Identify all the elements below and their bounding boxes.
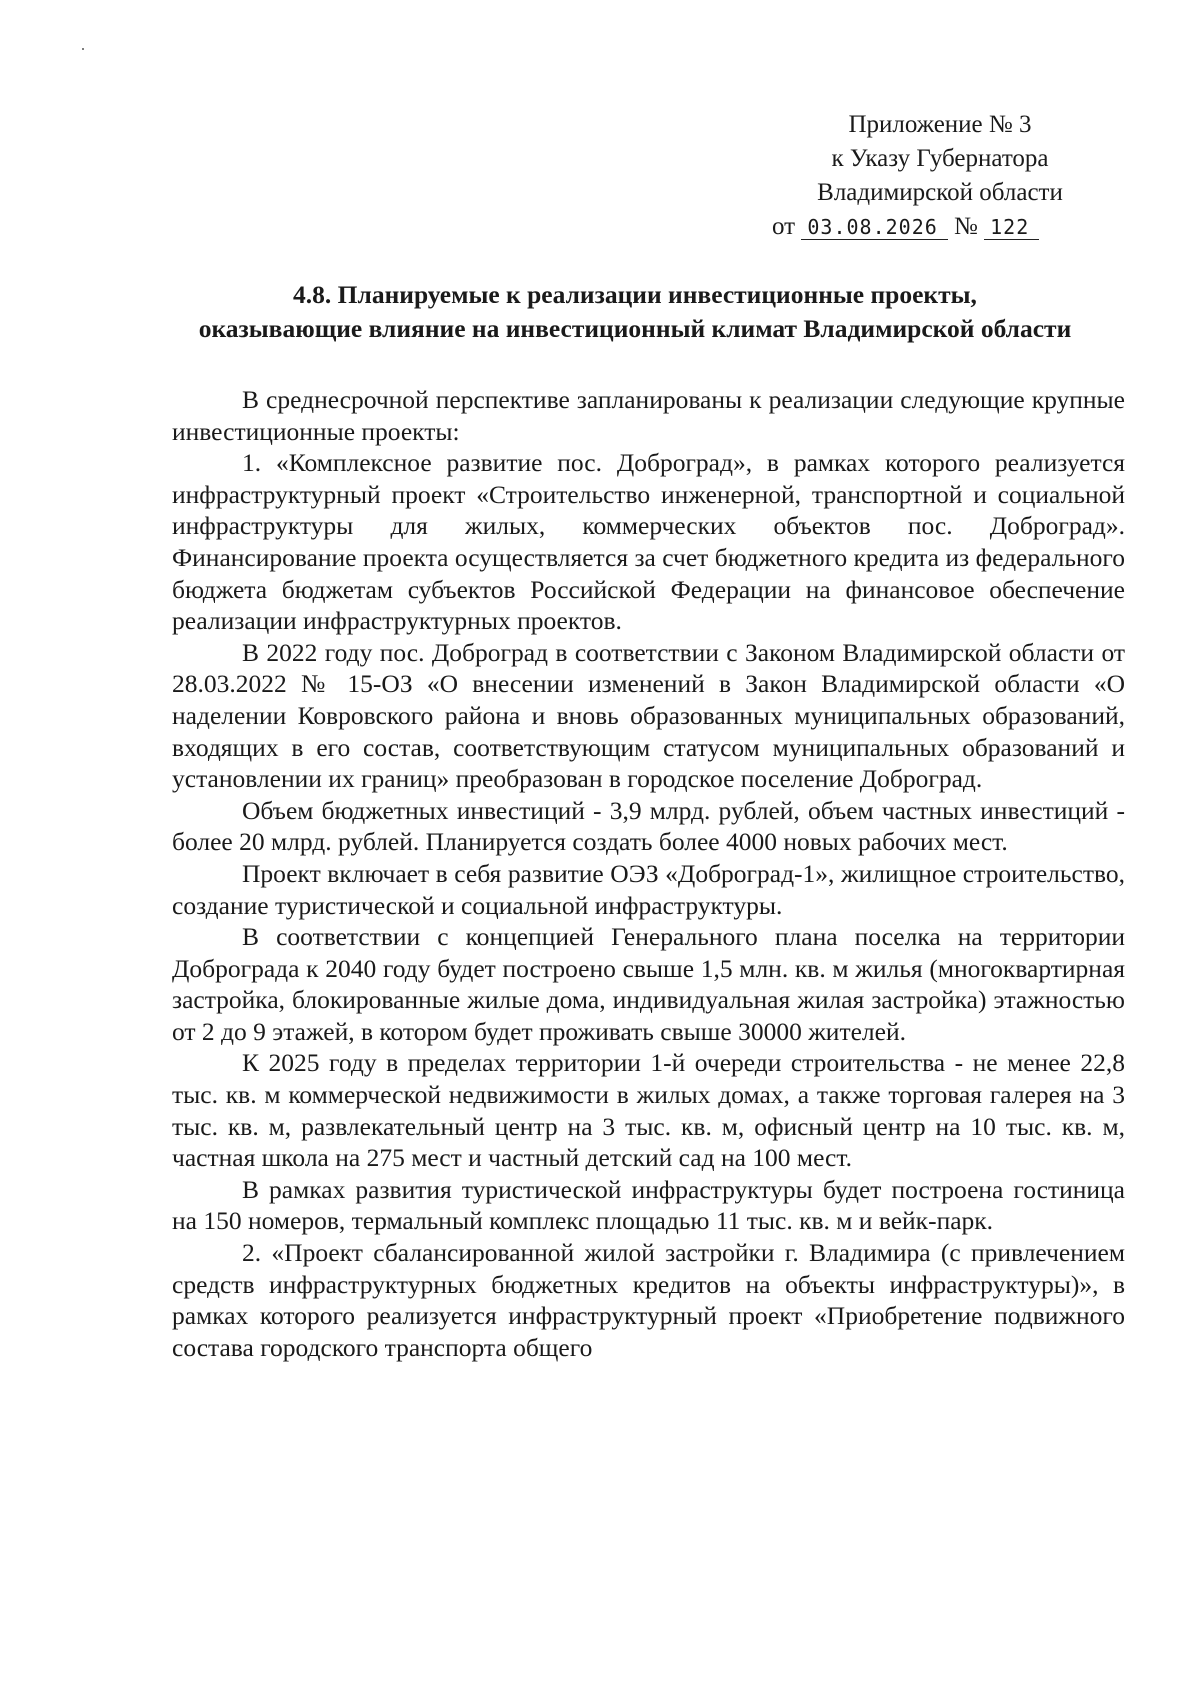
paragraph-project-2: 2. «Проект сбалансированной жилой застройки г. Владимира (с привлечением средств инфраструктурных бюджетных кредитов на объекты инфраструктуры)», в рамках которого реализуется инфраструктурный проект «Приобретение подвижного состава городского транспорта общего: [172, 1238, 1125, 1362]
paragraph-2025-stage: К 2025 году в пределах территории 1-й очереди строительства - не менее 22,8 тыс. кв. м коммерческой недвижимости в жилых домах, а также торговая галерея на 3 тыс. кв. м, развлекательный центр на 3 тыс. кв. м, офисный центр на 10 тыс. кв. м, частная школа на 275 мест и частный детский сад на 100 мест.: [172, 1048, 1125, 1173]
decree-reference: к Указу Губернатора: [831, 145, 1049, 172]
region-name: Владимирской области: [817, 179, 1063, 206]
paragraph-project-1: 1. «Комплексное развитие пос. Доброград», в рамках которого реализуется инфраструктурный проект «Строительство инженерной, транспортной и социальной инфраструктуры для жилых, коммерческих объектов пос. Доброград». Финансирование проекта осуществляется за счет бюджетного кредита из федерального бюджета бюджетам субъектов Российской Федерации на финансовое обеспечение реализации инфраструктурных проектов.: [172, 448, 1125, 636]
decree-date: 03.08.2026: [801, 215, 947, 240]
section-title-line-1: 4.8. Планируемые к реализации инвестиционные проекты,: [293, 280, 977, 309]
appendix-header: [772, 108, 1100, 244]
section-title-line-2: оказывающие влияние на инвестиционный климат Владимирской области: [198, 314, 1072, 343]
decree-number: 122: [984, 215, 1039, 240]
paragraph-tourism: В рамках развития туристической инфраструктуры будет построена гостиница на 150 номеров, термальный комплекс площадью 11 тыс. кв. м и вейк-парк.: [172, 1174, 1125, 1236]
paragraph-project-scope: Проект включает в себя развитие ОЭЗ «Доброград-1», жилищное строительство, создание туристической и социальной инфраструктуры.: [172, 858, 1125, 920]
paragraph-general-plan: В соответствии с концепцией Генерального плана поселка на территории Доброграда к 2040 году будет построено свыше 1,5 млн. кв. м жилья (многоквартирная застройка, блокированные жилые дома, индивидуальная жилая застройка) этажностью от 2 до 9 этажей, в котором будет проживать свыше 30000 жителей.: [172, 922, 1125, 1046]
scan-speck: [82, 48, 84, 50]
paragraph-status-2022: В 2022 году пос. Доброград в соответствии с Законом Владимирской области от 28.03.2022 № 15-ОЗ «О внесении изменений в Закон Владимирской области «О наделении Ковровского района и вновь образованных муниципальных образований, входящих в его состав, соответствующим статусом муниципальных образований и установлении их границ» преобразован в городское поселение Доброград.: [172, 637, 1125, 794]
date-prefix: от: [772, 213, 796, 240]
body-text: [172, 384, 1125, 1363]
appendix-number: Приложение № 3: [848, 111, 1032, 138]
paragraph-intro: В среднесрочной перспективе запланированы к реализации следующие крупные инвестиционные проекты:: [172, 385, 1125, 446]
section-title: [140, 278, 1130, 346]
number-prefix: №: [954, 213, 978, 240]
date-number-line: [772, 210, 1100, 244]
paragraph-investments: Объем бюджетных инвестиций - 3,9 млрд. рублей, объем частных инвестиций - более 20 млрд. рублей. Планируется создать более 4000 новых рабочих мест.: [172, 795, 1125, 857]
